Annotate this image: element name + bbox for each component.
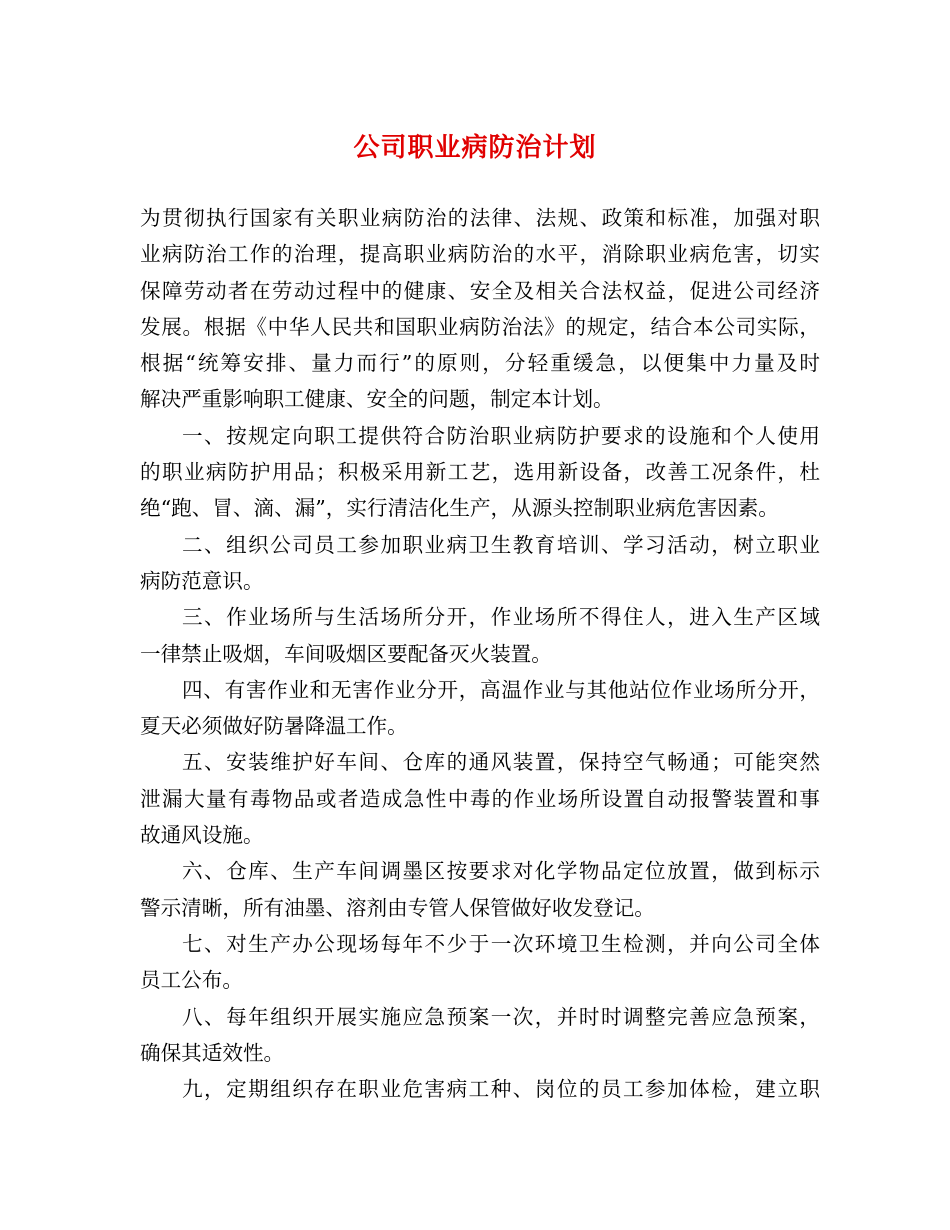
text-line: 病防范意识。 [140,568,264,593]
item-paragraph-3 [140,599,820,672]
text-line: 四、有害作业和无害作业分开，高温作业与其他站位作业场所分开， [182,677,820,702]
text-line: 三、作业场所与生活场所分开，作业场所不得住人，进入生产区域 [182,605,820,630]
item-paragraph-6 [140,853,820,926]
text-line: 警示清晰，所有油墨、溶剂由专管人保管做好收发登记。 [140,895,655,920]
item-paragraph-5 [140,744,820,853]
text-line: 员工公布。 [140,968,243,993]
text-line: 泄漏大量有毒物品或者造成急性中毒的作业场所设置自动报警装置和事 [140,786,820,811]
item-paragraph-9 [140,1071,820,1107]
item-paragraph-8 [140,999,820,1072]
text-line: 根据“统筹安排、量力而行”的原则，分轻重缓急，以便集中力量及时 [140,351,820,376]
item-paragraph-1 [140,418,820,527]
text-line: 八、每年组织开展实施应急预案一次，并时时调整完善应急预案， [182,1004,820,1029]
text-line: 故通风设施。 [140,823,264,848]
document-body [140,200,820,1107]
item-paragraph-2 [140,527,820,600]
text-line: 夏天必须做好防暑降温工作。 [140,714,408,739]
item-paragraph-4 [140,672,820,745]
text-line: 发展。根据《中华人民共和国职业病防治法》的规定，结合本公司实际， [140,314,820,339]
text-line: 九，定期组织存在职业危害病工种、岗位的员工参加体检，建立职 [182,1077,820,1102]
item-paragraph-7 [140,926,820,999]
text-line: 确保其适效性。 [140,1040,285,1065]
text-line: 五、安装维护好车间、仓库的通风装置，保持空气畅通；可能突然 [182,750,820,775]
text-line: 为贯彻执行国家有关职业病防治的法律、法规、政策和标准，加强对职 [140,206,820,230]
intro-paragraph [140,200,820,418]
text-line: 的职业病防护用品；积极采用新工艺，选用新设备，改善工况条件，杜 [140,460,820,485]
text-line: 七、对生产办公现场每年不少于一次环境卫生检测，并向公司全体 [182,931,820,956]
text-line: 保障劳动者在劳动过程中的健康、安全及相关合法权益，促进公司经济 [140,278,820,303]
text-line: 一、按规定向职工提供符合防治职业病防护要求的设施和个人使用 [182,423,820,448]
text-line: 二、组织公司员工参加职业病卫生教育培训、学习活动，树立职业 [182,532,820,557]
text-line: 一律禁止吸烟，车间吸烟区要配备灭火装置。 [140,641,552,666]
document-title: 公司职业病防治计划 [353,133,597,163]
text-line: 解决严重影响职工健康、安全的问题，制定本计划。 [140,387,614,412]
text-line: 六、仓库、生产车间调墨区按要求对化学物品定位放置，做到标示 [182,859,820,884]
text-line: 绝“跑、冒、滴、漏”，实行清洁化生产，从源头控制职业病危害因素。 [140,496,779,521]
text-line: 业病防治工作的治理，提高职业病防治的水平，消除职业病危害，切实 [140,242,820,267]
